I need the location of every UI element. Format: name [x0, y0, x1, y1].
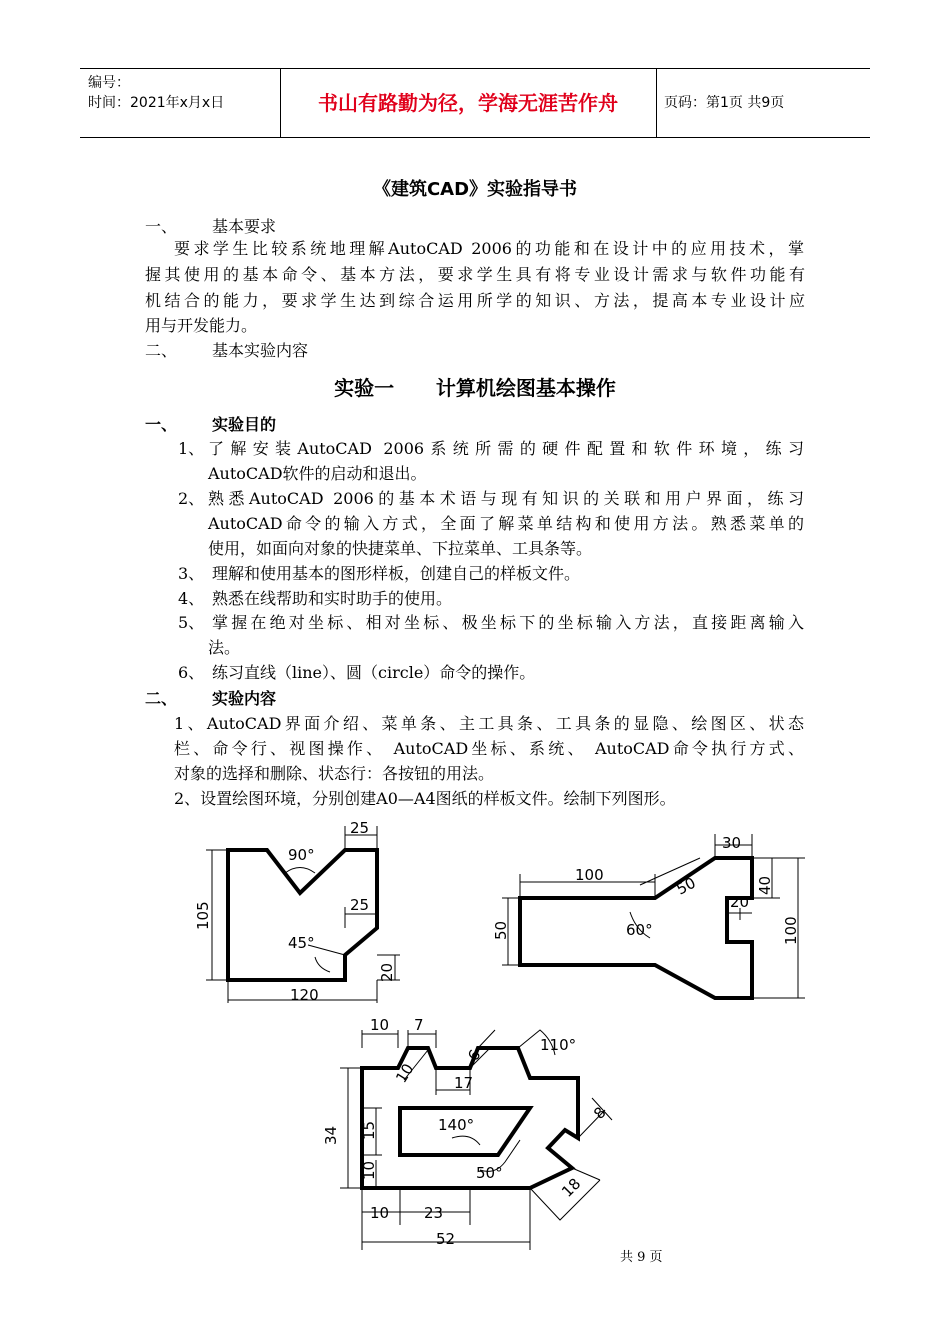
experiment-title: 实验一 计算机绘图基本操作 — [334, 376, 616, 400]
item-text: 熟悉AutoCAD 2006的基本术语与现有知识的关联和用户界面，练习 — [208, 489, 804, 508]
dim-label: 18 — [558, 1174, 585, 1201]
content-num: 二、 — [145, 689, 178, 708]
dim-label: 17 — [454, 1074, 474, 1092]
item-text: 使用，如面向对象的快捷菜单、下拉菜单、工具条等。 — [208, 539, 593, 558]
dim-label: 34 — [322, 1125, 340, 1145]
item-num: 1、 — [178, 439, 205, 458]
dim-label: 25 — [350, 896, 370, 914]
dim-label: 50° — [476, 1164, 503, 1182]
dim-label: 7 — [414, 1016, 424, 1034]
code-label: 编号： — [88, 75, 130, 91]
dim-label: 10 — [370, 1204, 390, 1222]
dim-label: 10 — [370, 1016, 390, 1034]
item-text: AutoCAD命令的输入方式，全面了解菜单结构和使用方法。熟悉菜单的 — [208, 514, 804, 533]
section-title: 基本要求 — [212, 217, 277, 236]
item-num: 2、 — [178, 489, 205, 508]
dim-label: 110° — [540, 1036, 577, 1054]
dim-label: 50 — [492, 920, 510, 940]
dim-label: 52 — [436, 1230, 456, 1248]
header-page: 页码：第1页 共9页 — [664, 95, 785, 111]
dim-label: 100 — [782, 916, 800, 945]
time-label: 时间：2021年x月x日 — [88, 95, 225, 111]
intro-line: 握其使用的基本命令、基本方法，要求学生具有将专业设计需求与软件功能有 — [145, 265, 805, 284]
item-text: 理解和使用基本的图形样板，创建自己的样板文件。 — [212, 564, 581, 583]
dim-label: 40 — [756, 875, 774, 895]
purpose-title: 实验目的 — [212, 415, 277, 434]
item-num: 3、 — [178, 564, 205, 583]
dim-label: 100 — [575, 866, 604, 884]
intro-line: 用与开发能力。 — [145, 316, 258, 335]
dim-label: 10 — [392, 1060, 418, 1087]
section-num: 二、 — [145, 341, 178, 360]
dim-label: 10 — [360, 1160, 378, 1180]
dim-label: 60° — [626, 921, 653, 939]
content-line: 对象的选择和删除、状态行：各按钮的用法。 — [174, 764, 495, 783]
content-title: 实验内容 — [212, 689, 277, 708]
dim-label: 8 — [590, 1103, 610, 1123]
item-text: 熟悉在线帮助和实时助手的使用。 — [212, 589, 453, 608]
dim-label: 90° — [288, 846, 315, 864]
dim-label: 45° — [288, 934, 315, 952]
section-title: 基本实验内容 — [212, 341, 309, 360]
page-footer: 共 9 页 — [620, 1250, 663, 1265]
dim-label: 25 — [350, 819, 370, 837]
purpose-num: 一、 — [145, 415, 178, 434]
item-num: 6、 — [178, 663, 205, 682]
content-line: 1、AutoCAD界面介绍、菜单条、主工具条、工具条的显隐、绘图区、状态 — [174, 714, 804, 733]
dim-label: 50 — [673, 873, 699, 899]
section-num: 一、 — [145, 217, 178, 236]
dim-label: 140° — [438, 1116, 475, 1134]
item-num: 5、 — [178, 613, 205, 632]
header-motto: 书山有路勤为径，学海无涯苦作舟 — [318, 91, 618, 115]
content-line: 2、设置绘图环境，分别创建A0—A4图纸的样板文件。绘制下列图形。 — [174, 789, 676, 808]
dim-label: 20 — [378, 962, 396, 982]
item-text: 掌握在绝对坐标、相对坐标、极坐标下的坐标输入方法，直接距离输入 — [212, 613, 804, 632]
content-line: 栏、命令行、视图操作、 AutoCAD坐标、系统、 AutoCAD命令执行方式、 — [174, 739, 804, 758]
doc-title: 《建筑CAD》实验指导书 — [372, 179, 578, 200]
item-text: AutoCAD软件的启动和退出。 — [208, 464, 427, 483]
intro-line: 机结合的能力，要求学生达到综合运用所学的知识、方法，提高本专业设计应 — [145, 291, 805, 310]
dim-label: 30 — [722, 834, 742, 852]
dim-label: 20 — [730, 893, 750, 911]
dim-label: 105 — [194, 901, 212, 930]
item-num: 4、 — [178, 589, 205, 608]
intro-line: 要求学生比较系统地理解AutoCAD 2006的功能和在设计中的应用技术，掌 — [174, 239, 804, 258]
item-text: 了解安装AutoCAD 2006系统所需的硬件配置和软件环境，练习 — [208, 439, 804, 458]
dim-label: 120 — [290, 986, 319, 1004]
dim-label: 6 — [464, 1046, 485, 1065]
dim-label: 23 — [424, 1204, 444, 1222]
item-text: 法。 — [208, 638, 241, 657]
figure-2 — [502, 834, 805, 998]
item-text: 练习直线（line）、圆（circle）命令的操作。 — [212, 663, 536, 682]
dim-label: 15 — [360, 1120, 378, 1140]
